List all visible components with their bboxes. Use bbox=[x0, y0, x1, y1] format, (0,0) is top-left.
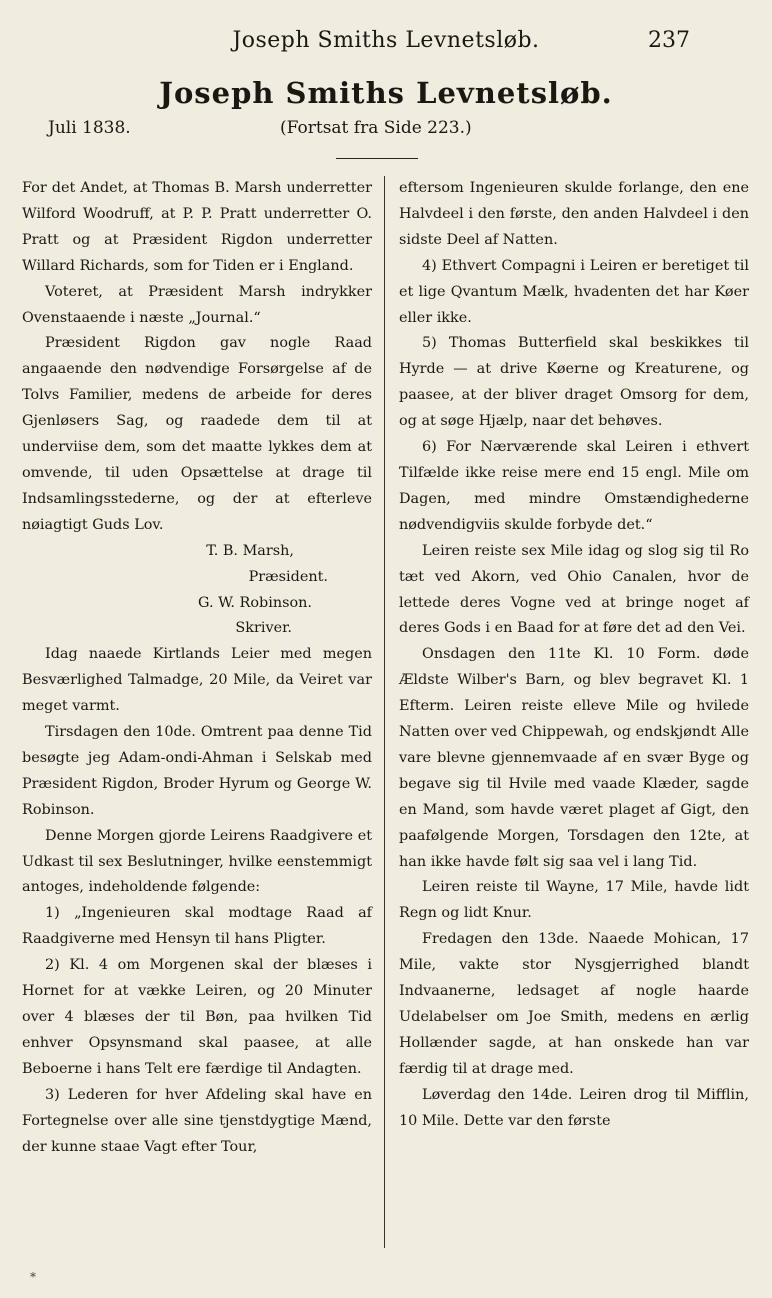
paragraph: Løverdag den 14de. Leiren drog til Mifflin, 10 Mile. Dette var den første bbox=[399, 1086, 749, 1129]
resolution-item: 1) „Ingenieuren skal modtage Raad af Raadgiverne med Hensyn til hans Pligter. bbox=[22, 905, 372, 948]
resolution-item: 3) Lederen for hver Afdeling skal have en Fortegnelse over alle sine tjenstdygtige Mænd, der kunne staae Vagt efter Tour, bbox=[22, 1086, 372, 1155]
paragraph: Tirsdagen den 10de. Omtrent paa denne Tid besøgte jeg Adam-ondi-Ahman i Selskab med Præsident Rigdon, Broder Hyrum og George W. Robinson. bbox=[22, 724, 372, 818]
running-title: Joseph Smiths Levnetsløb. bbox=[232, 28, 540, 53]
page-number: 237 bbox=[648, 28, 690, 53]
column-divider bbox=[384, 176, 385, 1248]
continued-note: (Fortsat fra Side 223.) bbox=[280, 118, 472, 138]
resolution-item: 4) Ethvert Compagni i Leiren er beretiget til et lige Qvantum Mælk, hvadenten det har Køer eller ikke. bbox=[399, 257, 749, 326]
paragraph: Præsident Rigdon gav nogle Raad angaaende den nødvendige Forsørgelse af de Tolvs Familier, medens de arbeide for deres Gjenløsers Sag, og raadede dem til at underviise dem, som det maatte lykkes dem at omvende, til uden Opsættelse at drage til Indsamlingsstederne, og der at efterleve nøiagtigt Guds Lov. bbox=[22, 335, 372, 533]
dateline bbox=[48, 118, 724, 142]
paragraph: Leiren reiste sex Mile idag og slog sig til Ro tæt ved Akorn, ved Ohio Canalen, hvor de lettede deres Vogne ved at bringe noget af deres Gods i en Baad for at føre det ad den Vei. bbox=[399, 542, 749, 637]
paragraph: Denne Morgen gjorde Leirens Raadgivere et Udkast til sex Beslutninger, hvilke eenstemmigt antoges, indeholdende følgende: bbox=[22, 827, 372, 896]
resolution-item: 5) Thomas Butterfield skal beskikkes til Hyrde — at drive Køerne og Kreaturene, og paasee, at der bliver draget Omsorg for dem, og at søge Hjælp, naar det behøves. bbox=[399, 335, 749, 430]
text-columns bbox=[22, 176, 750, 1264]
left-column bbox=[22, 176, 372, 1264]
paragraph: For det Andet, at Thomas B. Marsh underretter Wilford Woodruff, at P. P. Pratt underretter O. Pratt og at Præsident Rigdon underretter Willard Richards, som for Tiden er i England. bbox=[22, 180, 372, 274]
signature-name: T. B. Marsh, bbox=[206, 542, 294, 559]
signature-title: Skriver. bbox=[235, 620, 292, 637]
paragraph: Voteret, at Præsident Marsh indrykker Ovenstaaende i næste „Journal.“ bbox=[22, 283, 372, 326]
right-column bbox=[399, 176, 749, 1264]
article-title: Joseph Smiths Levnetsløb. bbox=[159, 76, 613, 110]
footer-mark: * bbox=[30, 1270, 36, 1284]
paragraph: Onsdagen den 11te Kl. 10 Form. døde Ældste Wilber's Barn, og blev begravet Kl. 1 Efterm. Leiren reiste ellevе Mile og hvilede Natten over ved Chippewah, og endskjøndt Alle vare blevne gjennemvaade af en svær Byge og begave sig til Hvile med vaade Klæder, sagde en Mand, som havde været plaget af Gigt, den paafølgende Morgen, Torsdagen den 12te, at han ikke havde følt sig saa vel i lang Tid. bbox=[399, 646, 749, 870]
signature-name: G. W. Robinson. bbox=[197, 594, 312, 611]
running-head bbox=[0, 28, 772, 64]
paragraph: Fredagen den 13de. Naaede Mohican, 17 Mile, vakte stor Nysgjerrighed blandt Indvaanerne, ledsaget af nogle haarde Udelabelser om Joe Smith, medens en ærlig Hollænder sagde, at han onskede han var færdig til at drage med. bbox=[399, 931, 749, 1077]
date-label: Juli 1838. bbox=[48, 118, 131, 138]
signature-title: Præsident. bbox=[248, 568, 328, 585]
paragraph: eftersom Ingenieuren skulde forlange, den ene Halvdeel i den første, den anden Halvdeel i den sidste Deel af Natten. bbox=[399, 180, 749, 248]
resolution-item: 2) Kl. 4 om Morgenen skal der blæses i Hornet for at vække Leiren, og 20 Minuter over 4 blæses der til Bøn, paa hvilken Tid enhver Opsynsmand skal paasee, at alle Beboerne i hans Telt ere færdige til Andagten. bbox=[22, 957, 372, 1077]
paragraph: Leiren reiste til Wayne, 17 Mile, havde lidt Regn og lidt Knur. bbox=[399, 879, 749, 922]
resolution-item: 6) For Nærværende skal Leiren i ethvert Tilfælde ikke reise mere end 15 engl. Mile om Dagen, med mindre Omstændighederne nødvendigviis skulde forbyde det.“ bbox=[399, 439, 749, 533]
paragraph: Idag naaede Kirtlands Leier med megen Besværlighed Talmadge, 20 Mile, da Veiret var meget varmt. bbox=[22, 646, 372, 715]
title-rule bbox=[336, 158, 418, 159]
